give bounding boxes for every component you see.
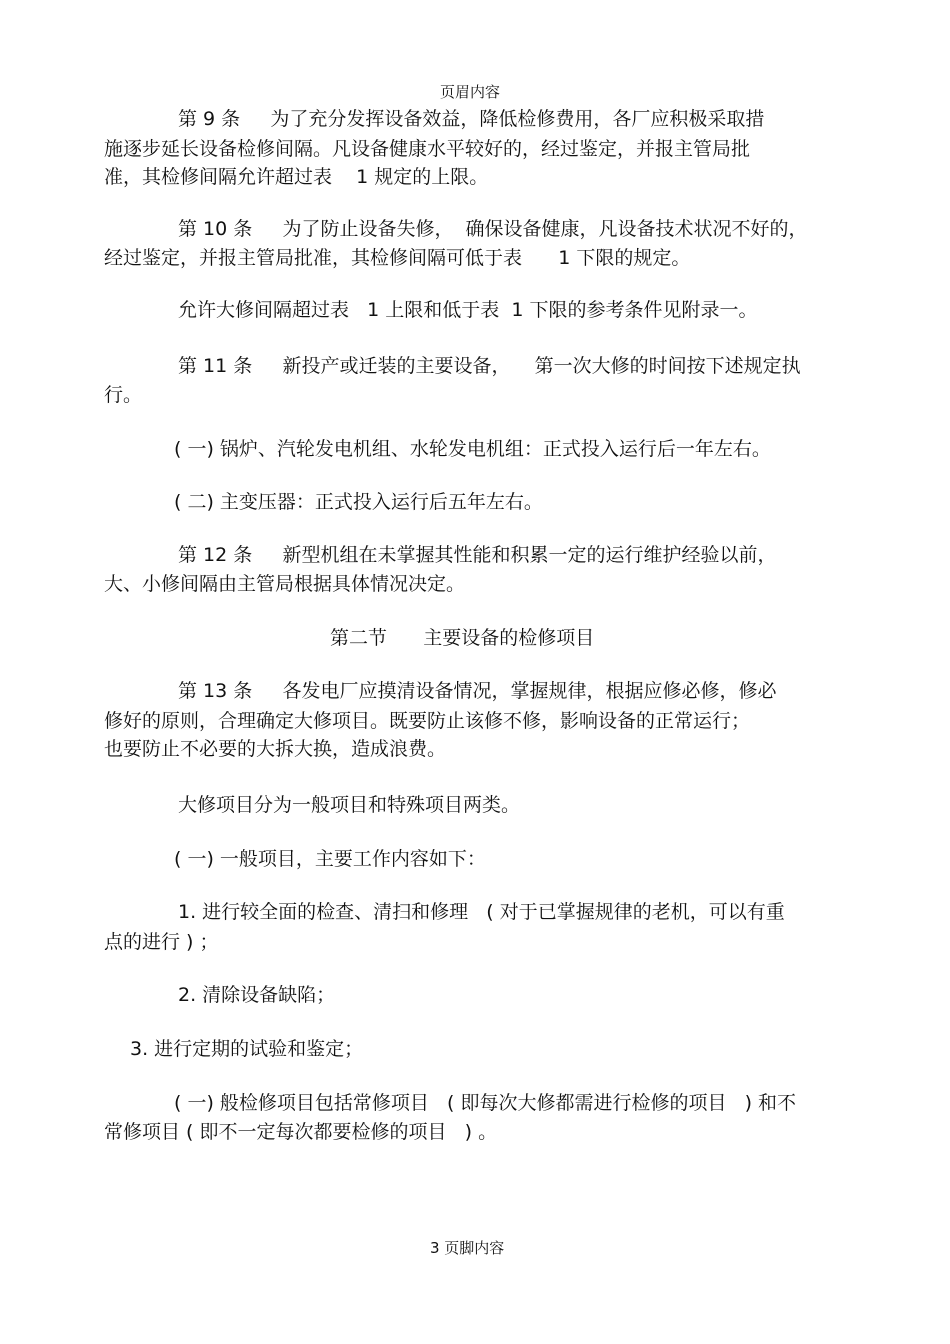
paragraph-reference: 允许大修间隔超过表 1 上限和低于表 1 下限的参考条件见附录一。 [178, 299, 758, 321]
list-item-3: 3. 进行定期的试验和鉴定； [130, 1038, 364, 1060]
article-9-line-2: 施逐步延长设备检修间隔。凡设备健康水平较好的，经过鉴定，并报主管局批 [104, 138, 751, 160]
article-9-line-1: 第 9 条 为了充分发挥设备效益，降低检修费用，各厂应积极采取措 [178, 108, 765, 130]
article-10-line-2: 经过鉴定，并报主管局批准，其检修间隔可低于表 1 下限的规定。 [104, 247, 691, 269]
article-12-line-1: 第 12 条 新型机组在未掌握其性能和积累一定的运行维护经验以前， [178, 544, 777, 566]
article-11-line-2: 行。 [104, 384, 143, 406]
item-transformer: ( 二) 主变压器：正式投入运行后五年左右。 [174, 491, 543, 513]
article-10-line-1: 第 10 条 为了防止设备失修， 确保设备健康，凡设备技术状况不好的， [178, 218, 808, 240]
paragraph-routine-items-line-2: 常修项目 ( 即不一定每次都要检修的项目 ) 。 [104, 1121, 498, 1143]
page-footer: 3 页脚内容 [430, 1239, 505, 1257]
section-heading: 第二节 主要设备的检修项目 [330, 627, 595, 649]
paragraph-overhaul-types: 大修项目分为一般项目和特殊项目两类。 [178, 794, 521, 816]
paragraph-routine-items-line-1: ( 一) 般检修项目包括常修项目 ( 即每次大修都需进行检修的项目 ) 和不 [174, 1092, 797, 1114]
paragraph-general-items: ( 一) 一般项目，主要工作内容如下： [174, 848, 486, 870]
article-13-line-1: 第 13 条 各发电厂应摸清设备情况，掌握规律，根据应修必修，修必 [178, 680, 777, 702]
list-item-1-line-2: 点的进行 ) ； [104, 931, 219, 953]
item-boiler: ( 一) 锅炉、汽轮发电机组、水轮发电机组：正式投入运行后一年左右。 [174, 438, 771, 460]
page-header: 页眉内容 [440, 83, 501, 101]
article-13-line-2: 修好的原则，合理确定大修项目。既要防止该修不修，影响设备的正常运行； [104, 710, 751, 732]
article-11-line-1: 第 11 条 新投产或迁装的主要设备， 第一次大修的时间按下述规定执 [178, 355, 801, 377]
article-12-line-2: 大、小修间隔由主管局根据具体情况决定。 [104, 573, 466, 595]
article-13-line-3: 也要防止不必要的大拆大换，造成浪费。 [104, 738, 447, 760]
article-9-line-3: 准，其检修间隔允许超过表 1 规定的上限。 [104, 166, 489, 188]
list-item-2: 2. 清除设备缺陷； [178, 984, 336, 1006]
list-item-1-line-1: 1. 进行较全面的检查、清扫和修理 ( 对于已掌握规律的老机，可以有重 [178, 901, 785, 923]
